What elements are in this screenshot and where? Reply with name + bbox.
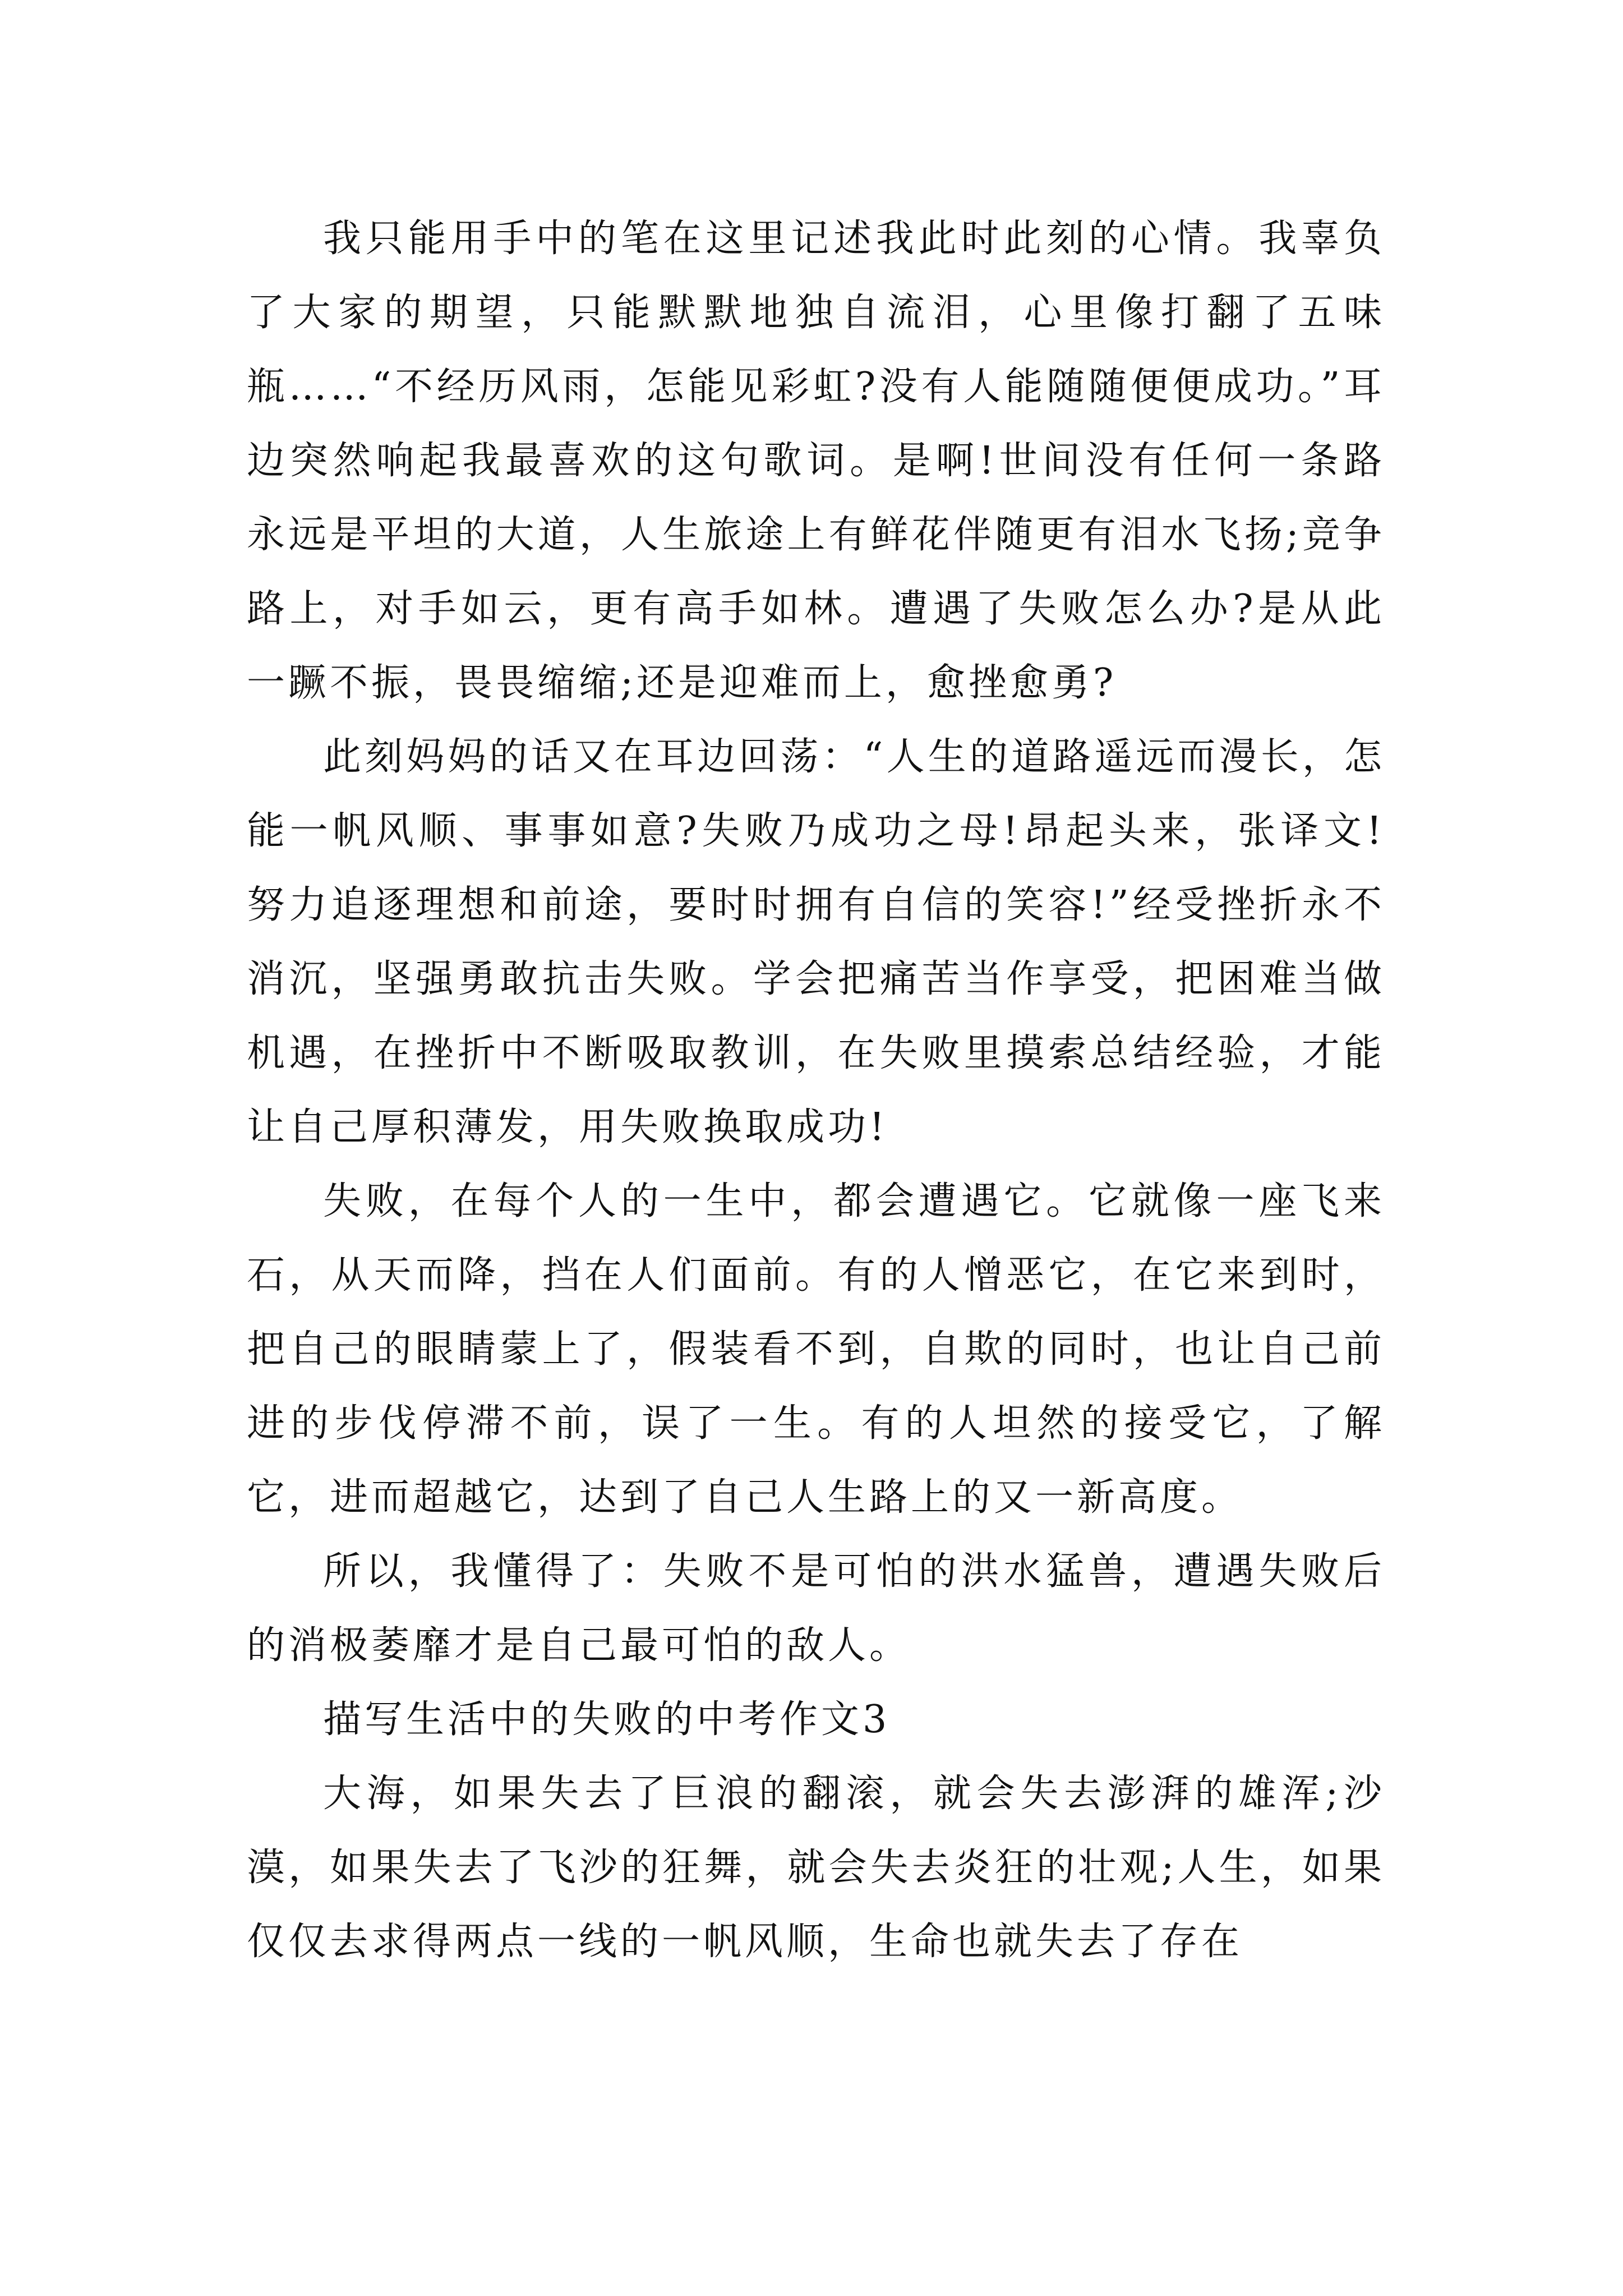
document-body xyxy=(247,202,1385,1979)
paragraph-1: 我只能用手中的笔在这里记述我此时此刻的心情。我辜负了大家的期望，只能默默地独自流泪，心里像打翻了五味瓶……“不经历风雨，怎能见彩虹?没有人能随随便便成功。”耳边突然响起我最喜欢的这句歌词。是啊!世间没有任何一条路永远是平坦的大道，人生旅途上有鲜花伴随更有泪水飞扬;竞争路上，对手如云，更有高手如林。遭遇了失败怎么办?是从此一蹶不振，畏畏缩缩;还是迎难而上，愈挫愈勇? xyxy=(247,217,1385,705)
paragraph-3: 失败，在每个人的一生中，都会遭遇它。它就像一座飞来石，从天而降，挡在人们面前。有的人憎恶它，在它来到时，把自己的眼睛蒙上了，假装看不到，自欺的同时，也让自己前进的步伐停滞不前，误了一生。有的人坦然的接受它，了解它，进而超越它，达到了自己人生路上的又一新高度。 xyxy=(247,1179,1385,1520)
section-heading: 描写生活中的失败的中考作文3 xyxy=(323,1697,891,1742)
paragraph-2: 此刻妈妈的话又在耳边回荡：“人生的道路遥远而漫长，怎能一帆风顺、事事如意?失败乃成功之母!昂起头来，张译文!努力追逐理想和前途，要时时拥有自信的笑容!”经受挫折永不消沉，坚强勇敢抗击失败。学会把痛苦当作享受，把困难当做机遇，在挫折中不断吸取教训，在失败里摸索总结经验，才能让自己厚积薄发，用失败换取成功! xyxy=(247,735,1385,1149)
paragraph-5: 大海，如果失去了巨浪的翻滚，就会失去澎湃的雄浑;沙漠，如果失去了飞沙的狂舞，就会失去炎狂的壮观;人生，如果仅仅去求得两点一线的一帆风顺，生命也就失去了存在 xyxy=(247,1772,1385,1964)
paragraph-4: 所以，我懂得了：失败不是可怕的洪水猛兽，遭遇失败后的消极萎靡才是自己最可怕的敌人。 xyxy=(247,1549,1385,1668)
